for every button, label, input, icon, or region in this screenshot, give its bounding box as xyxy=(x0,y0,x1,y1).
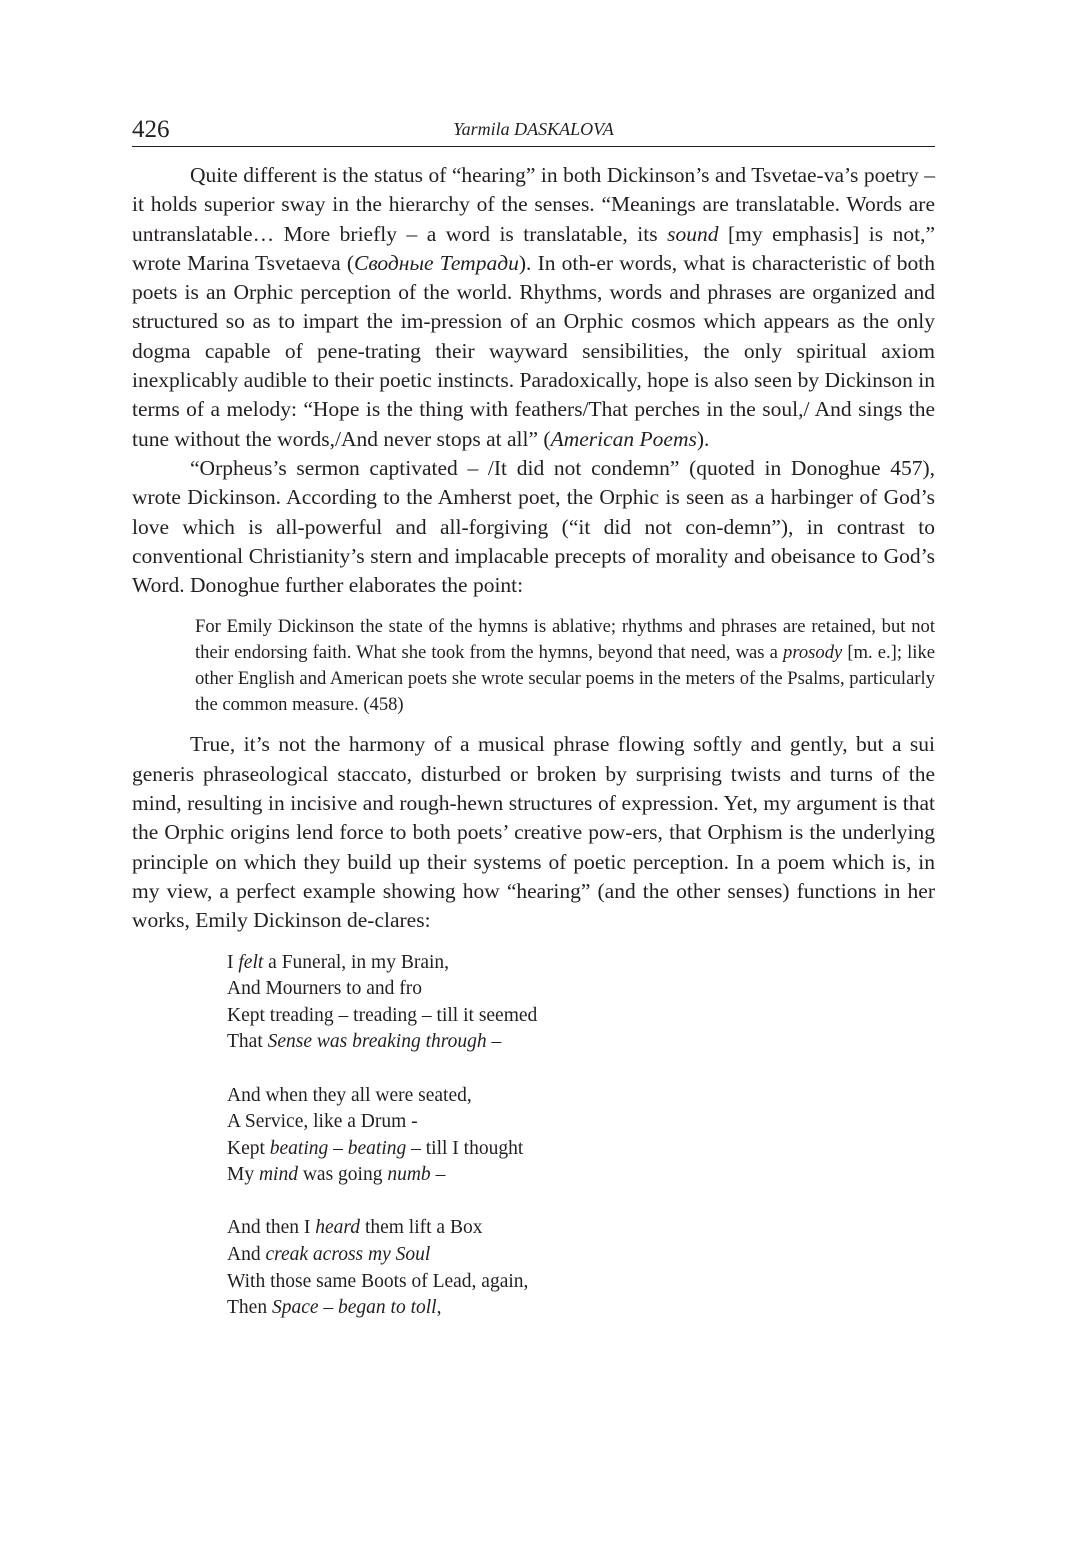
block-quote-text-a: For Emily Dickinson the state of the hymns is ablative; rhythms and phrases are retained, but not their endorsing faith. What she took from the hymns, beyond that need, was a xyxy=(195,616,935,664)
poem-text: My xyxy=(227,1164,259,1186)
paragraph-1-cited-source: American Poems xyxy=(550,426,697,451)
block-quote-text-b: [m. e.]; like other English and American poets she wrote secular poems in the meters of the Psalms, particularly the common measure. (458) xyxy=(195,642,936,716)
poem-text: them lift a Box xyxy=(360,1217,483,1239)
poem-text: , xyxy=(436,1297,442,1319)
poem-line xyxy=(227,1242,935,1269)
paragraph-1 xyxy=(132,161,935,454)
poem-line: And when they all were seated, xyxy=(227,1084,472,1106)
poem-line: And Mourners to and fro xyxy=(227,978,422,1000)
poem-line xyxy=(227,1136,935,1163)
poem-stanza-2 xyxy=(227,1083,935,1189)
poem-line xyxy=(227,1029,935,1056)
page xyxy=(132,108,935,1348)
poem-emphasis: beating – beating xyxy=(269,1137,407,1159)
poem-stanza-1 xyxy=(227,950,935,1056)
poem-text: – till I thought xyxy=(406,1137,524,1159)
paragraph-3: True, it’s not the harmony of a musical phrase flowing softly and gently, but a sui generis phraseological staccato, disturbed or broken by surprising twists and turns of the mind, resulting in incisive and rough-hewn structures of expression. Yet, my argument is that the Orphic origins lend force to both poets’ creative pow-ers, that Orphism is the underlying principle on which they build up their systems of poetic perception. In a poem which is, in my view, a perfect example showing how “hearing” (and the other senses) functions in her works, Emily Dickinson de-clares: xyxy=(132,732,935,933)
poem-emphasis: creak across my Soul xyxy=(265,1244,431,1266)
poem-line xyxy=(227,1162,935,1189)
page-number: 426 xyxy=(132,116,170,143)
poem-line: Kept treading – treading – till it seemed xyxy=(227,1004,538,1026)
poem-text: Kept xyxy=(227,1137,270,1159)
poem-line xyxy=(227,950,935,977)
poem-emphasis: felt xyxy=(238,951,264,973)
poem-line xyxy=(227,1215,935,1242)
poem-text: a Funeral, in my Brain, xyxy=(263,951,450,973)
poem xyxy=(227,950,935,1322)
poem-line: With those same Boots of Lead, again, xyxy=(227,1270,529,1292)
poem-text: was going xyxy=(297,1164,388,1186)
poem-text: Then xyxy=(227,1297,272,1319)
poem-emphasis: Space – began to toll xyxy=(271,1297,437,1319)
running-head-author: Yarmila DASKALOVA xyxy=(453,119,614,139)
poem-text: And then I xyxy=(227,1217,316,1239)
paragraph-1-emphasis-sound: sound xyxy=(667,221,719,246)
poem-line: A Service, like a Drum - xyxy=(227,1111,418,1133)
paragraph-1-text-d: ). xyxy=(696,426,710,451)
poem-emphasis: heard xyxy=(315,1217,361,1239)
poem-stanza-3 xyxy=(227,1215,935,1321)
paragraph-1-text-b: [my emphasis] is not,” wrote Marina Tsvetaeva ( xyxy=(132,221,935,275)
paragraph-2: “Orpheus’s sermon captivated – /It did not condemn” (quoted in Donoghue 457), wrote Dickinson. According to the Amherst poet, the Orphic is seen as a harbinger of God’s love which is all-powerful and all-forgiving (“it did not con-demn”), in contrast to conventional Christianity’s stern and implacable precepts of morality and obeisance to God’s Word. Donoghue further elaborates the point: xyxy=(132,455,935,598)
paragraph-1-text-a: Quite different is the status of “hearing” in both Dickinson’s and Tsvetae-va’s poetry – it holds superior sway in the hierarchy of the senses. “Meanings are translatable. Words are untranslatable… More briefly – a word is translatable, its xyxy=(132,163,935,246)
poem-text: That xyxy=(227,1031,268,1053)
block-quote xyxy=(195,614,935,718)
poem-text: And xyxy=(227,1244,266,1266)
paragraph-1-text-c: ). In oth-er words, what is characteristic of both poets is an Orphic perception of the world. Rhythms, words and phrases are organized and structured so as to impart the im-pression of an Orphic cosmos which appears as the only dogma capable of pene-trating their wayward sensibilities, the only spiritual axiom inexplicably audible to their poetic instincts. Paradoxically, hope is also seen by Dickinson in terms of a melody: “Hope is the thing with feathers/That perches in the soul,/ And sings the tune without the words,/And never stops at all” ( xyxy=(132,250,935,451)
running-header xyxy=(132,108,935,147)
article-body xyxy=(132,161,935,1322)
poem-emphasis: numb xyxy=(387,1164,431,1186)
poem-text: – xyxy=(430,1164,446,1186)
poem-text: I xyxy=(227,951,239,973)
poem-emphasis: mind xyxy=(258,1164,298,1186)
block-quote-emphasis: prosody xyxy=(783,642,843,664)
paragraph-1-cited-title: Сводные Тетради xyxy=(354,250,519,275)
poem-line xyxy=(227,1295,935,1322)
poem-emphasis: Sense was breaking through – xyxy=(267,1031,502,1053)
